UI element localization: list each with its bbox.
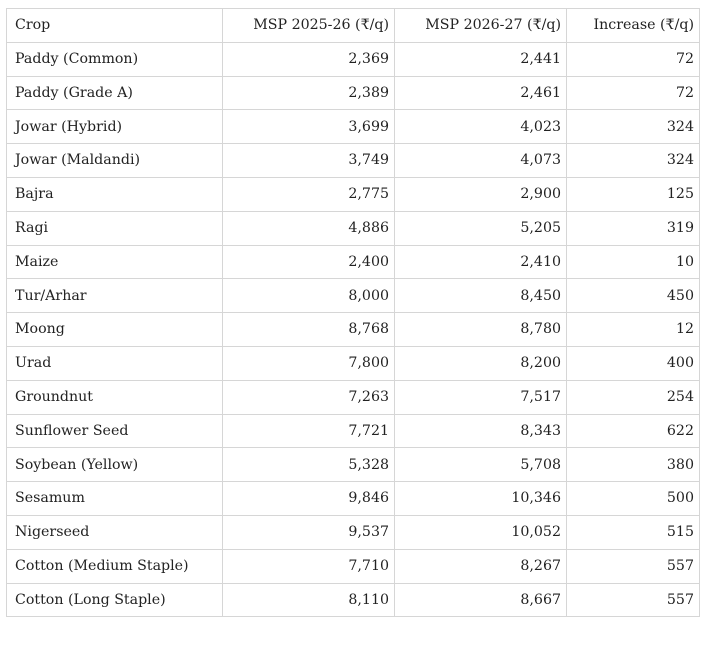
cell-crop: Soybean (Yellow) <box>7 448 223 482</box>
cell-increase: 500 <box>567 482 700 516</box>
cell-crop: Paddy (Grade A) <box>7 76 223 110</box>
cell-increase: 324 <box>567 110 700 144</box>
table-row <box>7 515 700 549</box>
cell-increase: 72 <box>567 76 700 110</box>
cell-crop: Cotton (Long Staple) <box>7 583 223 617</box>
header-msp-2025-26: MSP 2025-26 (₹/q) <box>223 9 395 43</box>
cell-msp-2026-27: 5,205 <box>395 211 567 245</box>
cell-crop: Urad <box>7 346 223 380</box>
header-increase: Increase (₹/q) <box>567 9 700 43</box>
cell-msp-2025-26: 7,710 <box>223 549 395 583</box>
cell-msp-2025-26: 2,369 <box>223 42 395 76</box>
cell-msp-2025-26: 4,886 <box>223 211 395 245</box>
table-row <box>7 414 700 448</box>
cell-increase: 72 <box>567 42 700 76</box>
cell-crop: Jowar (Maldandi) <box>7 144 223 178</box>
table-row <box>7 245 700 279</box>
cell-msp-2026-27: 8,780 <box>395 313 567 347</box>
cell-crop: Ragi <box>7 211 223 245</box>
cell-msp-2025-26: 7,800 <box>223 346 395 380</box>
table-row <box>7 211 700 245</box>
table-row <box>7 380 700 414</box>
cell-increase: 324 <box>567 144 700 178</box>
table-row <box>7 144 700 178</box>
cell-msp-2025-26: 9,537 <box>223 515 395 549</box>
cell-increase: 254 <box>567 380 700 414</box>
table-row <box>7 177 700 211</box>
cell-msp-2025-26: 5,328 <box>223 448 395 482</box>
table-row <box>7 76 700 110</box>
table-row <box>7 346 700 380</box>
cell-crop: Maize <box>7 245 223 279</box>
cell-crop: Sesamum <box>7 482 223 516</box>
table-row <box>7 313 700 347</box>
cell-crop: Jowar (Hybrid) <box>7 110 223 144</box>
cell-crop: Groundnut <box>7 380 223 414</box>
cell-increase: 125 <box>567 177 700 211</box>
table-header-row <box>7 9 700 43</box>
table-row <box>7 549 700 583</box>
cell-msp-2025-26: 7,721 <box>223 414 395 448</box>
table-row <box>7 42 700 76</box>
table-row <box>7 110 700 144</box>
cell-increase: 12 <box>567 313 700 347</box>
cell-msp-2025-26: 7,263 <box>223 380 395 414</box>
cell-msp-2026-27: 5,708 <box>395 448 567 482</box>
cell-msp-2026-27: 8,267 <box>395 549 567 583</box>
cell-increase: 319 <box>567 211 700 245</box>
cell-crop: Moong <box>7 313 223 347</box>
cell-msp-2026-27: 4,023 <box>395 110 567 144</box>
cell-msp-2026-27: 7,517 <box>395 380 567 414</box>
cell-msp-2025-26: 3,749 <box>223 144 395 178</box>
cell-msp-2026-27: 2,900 <box>395 177 567 211</box>
cell-msp-2026-27: 10,052 <box>395 515 567 549</box>
cell-msp-2026-27: 2,441 <box>395 42 567 76</box>
header-crop: Crop <box>7 9 223 43</box>
cell-msp-2025-26: 2,389 <box>223 76 395 110</box>
cell-crop: Paddy (Common) <box>7 42 223 76</box>
msp-table <box>6 8 700 617</box>
cell-msp-2026-27: 8,200 <box>395 346 567 380</box>
cell-msp-2026-27: 8,667 <box>395 583 567 617</box>
cell-msp-2026-27: 2,410 <box>395 245 567 279</box>
cell-increase: 557 <box>567 583 700 617</box>
cell-msp-2026-27: 4,073 <box>395 144 567 178</box>
cell-increase: 400 <box>567 346 700 380</box>
table-row <box>7 279 700 313</box>
cell-increase: 380 <box>567 448 700 482</box>
cell-crop: Nigerseed <box>7 515 223 549</box>
cell-msp-2025-26: 8,768 <box>223 313 395 347</box>
cell-increase: 450 <box>567 279 700 313</box>
cell-increase: 622 <box>567 414 700 448</box>
table-body <box>7 42 700 617</box>
table-row <box>7 583 700 617</box>
cell-crop: Cotton (Medium Staple) <box>7 549 223 583</box>
header-msp-2026-27: MSP 2026-27 (₹/q) <box>395 9 567 43</box>
cell-increase: 515 <box>567 515 700 549</box>
cell-msp-2025-26: 8,000 <box>223 279 395 313</box>
cell-increase: 10 <box>567 245 700 279</box>
cell-msp-2025-26: 2,400 <box>223 245 395 279</box>
cell-msp-2026-27: 10,346 <box>395 482 567 516</box>
table-row <box>7 482 700 516</box>
table-row <box>7 448 700 482</box>
cell-msp-2026-27: 8,450 <box>395 279 567 313</box>
cell-msp-2026-27: 2,461 <box>395 76 567 110</box>
cell-msp-2025-26: 8,110 <box>223 583 395 617</box>
cell-increase: 557 <box>567 549 700 583</box>
cell-msp-2025-26: 2,775 <box>223 177 395 211</box>
cell-crop: Bajra <box>7 177 223 211</box>
cell-crop: Tur/Arhar <box>7 279 223 313</box>
cell-msp-2025-26: 9,846 <box>223 482 395 516</box>
cell-msp-2025-26: 3,699 <box>223 110 395 144</box>
cell-crop: Sunflower Seed <box>7 414 223 448</box>
cell-msp-2026-27: 8,343 <box>395 414 567 448</box>
